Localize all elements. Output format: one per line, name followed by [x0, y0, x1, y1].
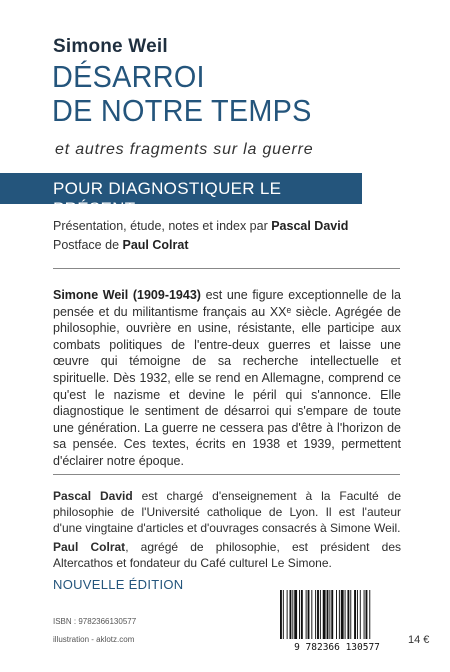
credits-line-2 — [53, 236, 348, 255]
barcode-bar — [369, 590, 370, 639]
barcode-bar — [336, 590, 337, 639]
barcode-bar — [320, 590, 321, 639]
barcode-bar — [317, 590, 319, 639]
barcode-bar — [299, 590, 300, 639]
credits-postface-name: Paul Colrat — [122, 238, 189, 252]
barcode-bar — [360, 590, 361, 639]
barcode-bar — [327, 590, 329, 639]
barcode-bar — [339, 590, 340, 639]
price: 14 € — [408, 634, 430, 646]
author-biography — [53, 287, 401, 470]
banner-text: POUR DIAGNOSTIQUER LE PRÉSENT — [53, 179, 282, 218]
barcode-bar — [283, 590, 284, 639]
barcode-bar — [280, 590, 282, 639]
banner — [0, 173, 362, 218]
about-colrat-name: Paul Colrat — [53, 540, 126, 554]
about-paul-colrat — [53, 539, 401, 571]
bio-text: est une figure exceptionnelle de la pensée et du militantisme français au XXᵉ siècle. Agrégée de philosophie, ouvrière en usine, résistante, elle participe aux combats politiques de l'entre-deux guerres et laisse une œuvre qui témoigne de sa recherche intellectuelle et spirituelle. Dès 1932, elle se rend en Allemagne, comprend ce qu'est le nazisme et devine le péril qui s'annonce. Elle diagnostique le sentiment de désarroi qui s'empare de toute une génération. La guerre ne cessera pas d'être à l'horizon de sa pensée. Ces textes, écrits en 1938 et 1939, permettent d'éclairer notre époque. — [53, 288, 401, 468]
about-david-text: est chargé d'enseignement à la Faculté de philosophie de l'Université catholique de Lyon. Il est l'auteur d'une vingtaine d'articles et d'ouvrages consacrés à Simone Weil. — [53, 489, 401, 535]
barcode-bar — [311, 590, 312, 639]
edition-label: NOUVELLE ÉDITION — [53, 577, 184, 592]
credits-editor-name: Pascal David — [271, 219, 349, 233]
credits-postface-label: Postface de — [53, 238, 123, 252]
barcode-bar — [345, 590, 346, 639]
credits-presentation-label: Présentation, étude, notes et index par — [53, 219, 272, 233]
barcode — [277, 590, 397, 652]
barcode-bars — [280, 590, 370, 639]
bio-lead: Simone Weil (1909-1943) — [53, 288, 201, 302]
barcode-bar — [287, 590, 288, 639]
barcode-bar — [301, 590, 303, 639]
book-subtitle: et autres fragments sur la guerre — [55, 141, 314, 158]
barcode-bar — [323, 590, 326, 639]
barcode-bar — [294, 590, 297, 639]
barcode-bar — [354, 590, 356, 639]
barcode-bar — [292, 590, 293, 639]
barcode-number: 9 782366 130577 — [294, 642, 380, 652]
barcode-bar — [308, 590, 310, 639]
credits-line-1 — [53, 217, 348, 236]
barcode-bar — [315, 590, 316, 639]
title-line-2: DE NOTRE TEMPS — [52, 93, 312, 128]
illustration-credit: illustration - aklotz.com — [53, 635, 135, 644]
book-title — [52, 60, 312, 128]
barcode-bar — [329, 590, 330, 639]
author-name: Simone Weil — [53, 36, 168, 57]
credits — [53, 217, 348, 255]
barcode-bar — [350, 590, 351, 639]
barcode-bar — [331, 590, 333, 639]
barcode-bar — [290, 590, 292, 639]
about-colrat-text: , agrégé de philosophie, est président des Altercathos et fondateur du Café culturel Le Simone. — [53, 540, 401, 570]
barcode-bar — [341, 590, 344, 639]
divider-top — [53, 268, 400, 269]
barcode-bar — [357, 590, 358, 639]
about-pascal-david — [53, 488, 401, 536]
isbn-text: ISBN : 9782366130577 — [53, 617, 137, 626]
title-line-1: DÉSARROI — [52, 59, 205, 94]
barcode-bar — [364, 590, 365, 639]
barcode-bar — [306, 590, 307, 639]
barcode-bar — [366, 590, 368, 639]
barcode-bar — [347, 590, 349, 639]
divider-middle — [53, 474, 400, 475]
about-david-name: Pascal David — [53, 489, 133, 503]
